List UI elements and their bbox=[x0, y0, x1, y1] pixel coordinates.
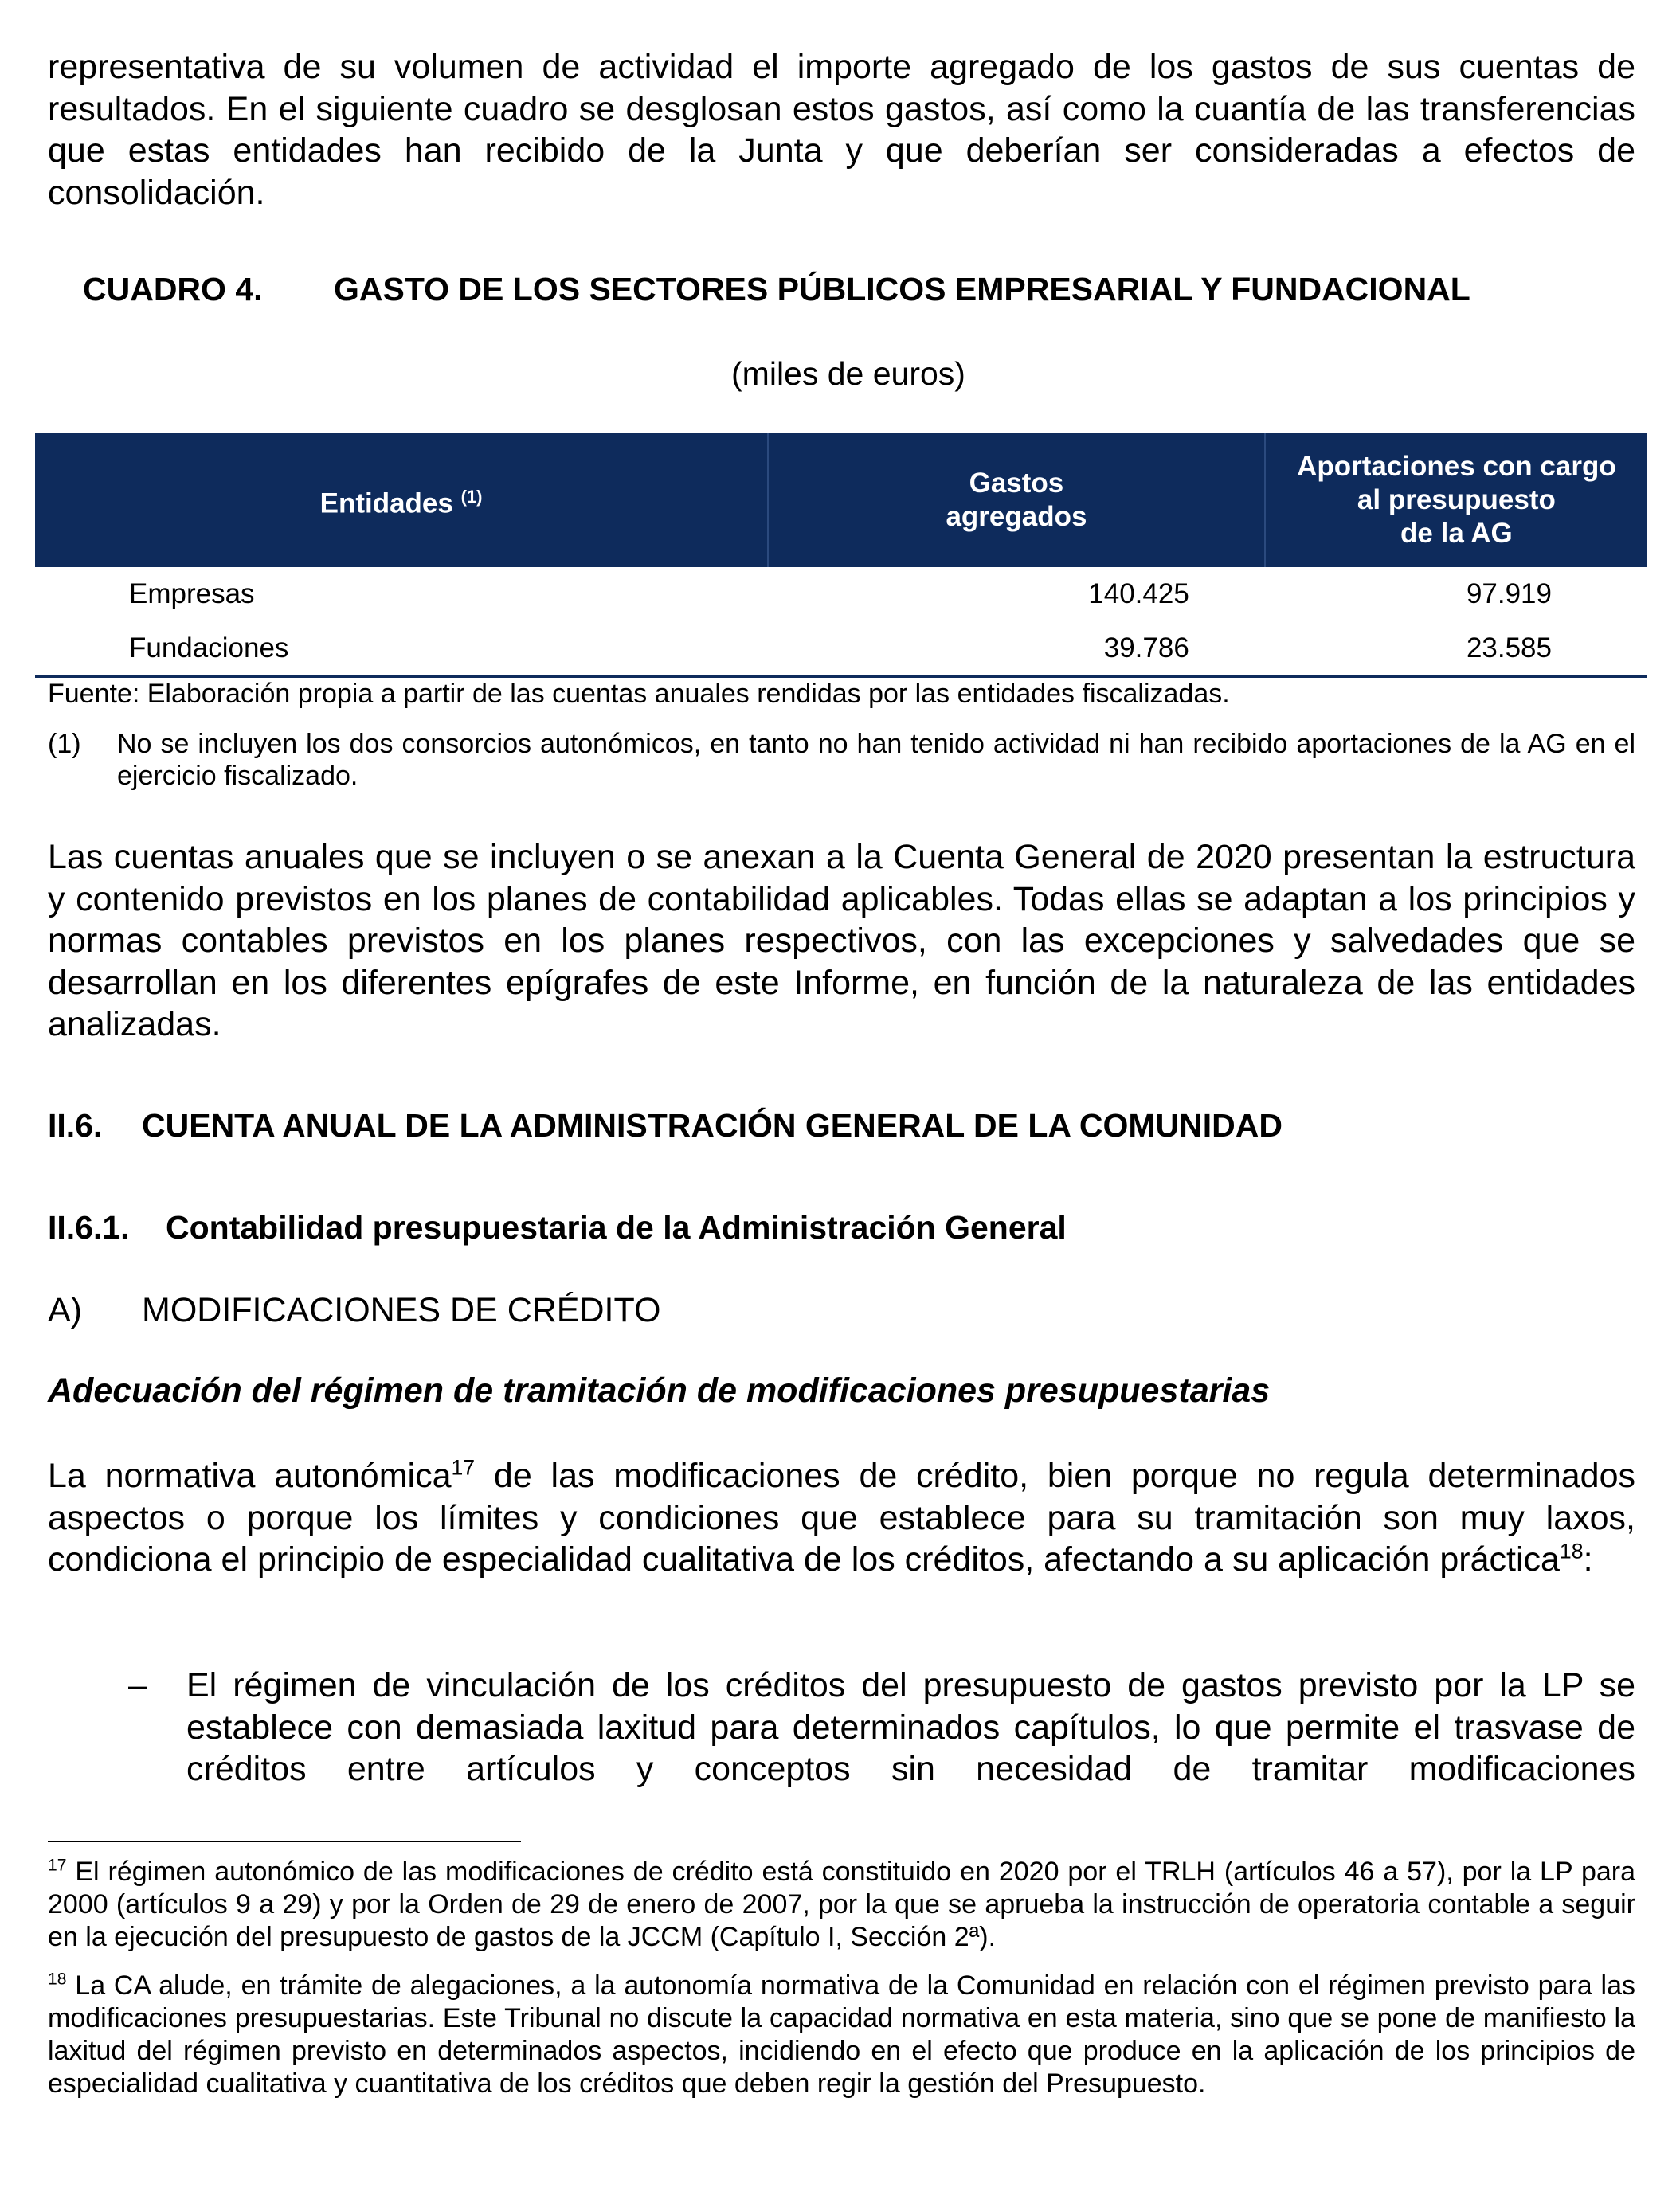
table-note-marker: (1) bbox=[48, 729, 81, 759]
footnote-18 bbox=[48, 1970, 1635, 2100]
subheading-a-number: A) bbox=[48, 1291, 82, 1329]
footnote-17 bbox=[48, 1856, 1635, 1954]
section-heading bbox=[48, 1107, 1283, 1145]
subheading-a bbox=[48, 1291, 660, 1330]
table-number: CUADRO 4. bbox=[83, 271, 263, 307]
paragraph-normativa-part3: : bbox=[1583, 1540, 1593, 1579]
table-source: Fuente: Elaboración propia a partir de las cuentas anuales rendidas por las entidades fiscalizadas. bbox=[48, 679, 1230, 709]
table-units: (miles de euros) bbox=[731, 355, 965, 392]
italic-heading: Adecuación del régimen de tramitación de modificaciones presupuestarias bbox=[48, 1372, 1271, 1410]
section-number: II.6. bbox=[48, 1107, 103, 1144]
cell-aportaciones: 23.585 bbox=[1265, 621, 1647, 677]
footnote-text: La CA alude, en trámite de alegaciones, a la autonomía normativa de la Comunidad en relación con el régimen previsto para las modificaciones presupuestarias. Este Tribunal no discute la capacidad normativa en esta materia, sino que se pone de manifiesto la laxitud del régimen previsto en determinados aspectos, incidiendo en el efecto que produce en la aplicación de los principios de especialidad cualitativa y cuantitativa de los créditos que deben regir la gestión del Presupuesto. bbox=[48, 1970, 1635, 2099]
header-aport-line1: Aportaciones con cargo bbox=[1297, 451, 1616, 482]
cell-gastos: 39.786 bbox=[768, 621, 1265, 677]
subsection-title: Contabilidad presupuestaria de la Administración General bbox=[166, 1209, 1067, 1246]
table-row bbox=[35, 621, 1647, 677]
section-title: CUENTA ANUAL DE LA ADMINISTRACIÓN GENERAL DE LA COMUNIDAD bbox=[142, 1107, 1283, 1144]
paragraph-normativa bbox=[48, 1455, 1635, 1581]
bullet-text: El régimen de vinculación de los créditos del presupuesto de gastos previsto por la LP se establece con demasiada laxitud para determinados capítulos, lo que permite el trasvase de créditos entre artículos y conceptos sin necesidad de tramitar modificaciones bbox=[186, 1666, 1635, 1788]
footnote-ref-18: 18 bbox=[1559, 1539, 1584, 1563]
cell-gastos: 140.425 bbox=[1088, 578, 1189, 609]
header-gastos-line2: agregados bbox=[946, 501, 1087, 532]
expense-table bbox=[35, 433, 1647, 678]
footnote-ref-17: 17 bbox=[451, 1455, 476, 1480]
subsection-number: II.6.1. bbox=[48, 1209, 130, 1246]
header-entidades-note: (1) bbox=[460, 486, 483, 507]
intro-paragraph: representativa de su volumen de actividad el importe agregado de los gastos de sus cuentas de resultados. En el siguiente cuadro se desglosan estos gastos, así como la cuantía de las transferencias que estas entidades han recibido de la Junta y que deberían ser consideradas a efectos de consolidación. bbox=[48, 48, 1635, 212]
list-item bbox=[48, 1665, 1635, 1790]
table-title-text: GASTO DE LOS SECTORES PÚBLICOS EMPRESARIAL Y FUNDACIONAL bbox=[334, 271, 1470, 307]
cell-entidad: Empresas bbox=[129, 578, 255, 609]
header-aport-line3: de la AG bbox=[1400, 518, 1513, 549]
table-header-row bbox=[35, 433, 1647, 567]
paragraph-normativa-part1: La normativa autonómica bbox=[48, 1457, 452, 1495]
footnote-text: El régimen autonómico de las modificaciones de crédito está constituido en 2020 por el TRLH (artículos 46 a 57), por la LP para 2000 (artículos 9 a 29) y por la Orden de 29 de enero de 2007, por la que se aprueba la instrucción de operatoria contable a seguir en la ejecución del presupuesto de gastos de la JCCM (Capítulo I, Sección 2ª). bbox=[48, 1857, 1635, 1952]
header-entidades-label: Entidades bbox=[319, 487, 453, 519]
subheading-a-title: MODIFICACIONES DE CRÉDITO bbox=[142, 1291, 661, 1329]
header-aport-line2: al presupuesto bbox=[1357, 484, 1556, 515]
header-entidades bbox=[35, 433, 768, 567]
footnote-separator bbox=[48, 1841, 521, 1842]
bullet-dash: – bbox=[128, 1666, 147, 1704]
cell-aportaciones: 97.919 bbox=[1466, 578, 1552, 609]
header-aportaciones bbox=[1265, 433, 1647, 567]
paragraph-normativa-part2: de las modificaciones de crédito, bien porque no regula determinados aspectos o porque los límites y condiciones que establece para su tramitación son muy laxos, condiciona el principio de especialidad cualitativa de los créditos, afectando a su aplicación práctica bbox=[48, 1457, 1636, 1579]
cell-entidad: Fundaciones bbox=[35, 621, 768, 677]
table-note-text: No se incluyen los dos consorcios autonómicos, en tanto no han tenido actividad ni han recibido aportaciones de la AG en el ejercicio fiscalizado. bbox=[117, 729, 1635, 791]
header-gastos bbox=[768, 433, 1265, 567]
footnote-number: 18 bbox=[48, 1970, 67, 1989]
footnote-number: 17 bbox=[48, 1856, 67, 1875]
header-gastos-line1: Gastos bbox=[969, 468, 1064, 499]
table-note bbox=[48, 728, 1635, 792]
table-row bbox=[35, 567, 1647, 621]
paragraph-cuentas: Las cuentas anuales que se incluyen o se anexan a la Cuenta General de 2020 presentan la estructura y contenido previstos en los planes de contabilidad aplicables. Todas ellas se adaptan a los principios y normas contables previstos en los planes respectivos, con las excepciones y salvedades que se desarrollan en los diferentes epígrafes de este Informe, en función de la naturaleza de las entidades analizadas. bbox=[48, 838, 1635, 1043]
subsection-heading bbox=[48, 1209, 1067, 1246]
table-title bbox=[83, 271, 1470, 308]
